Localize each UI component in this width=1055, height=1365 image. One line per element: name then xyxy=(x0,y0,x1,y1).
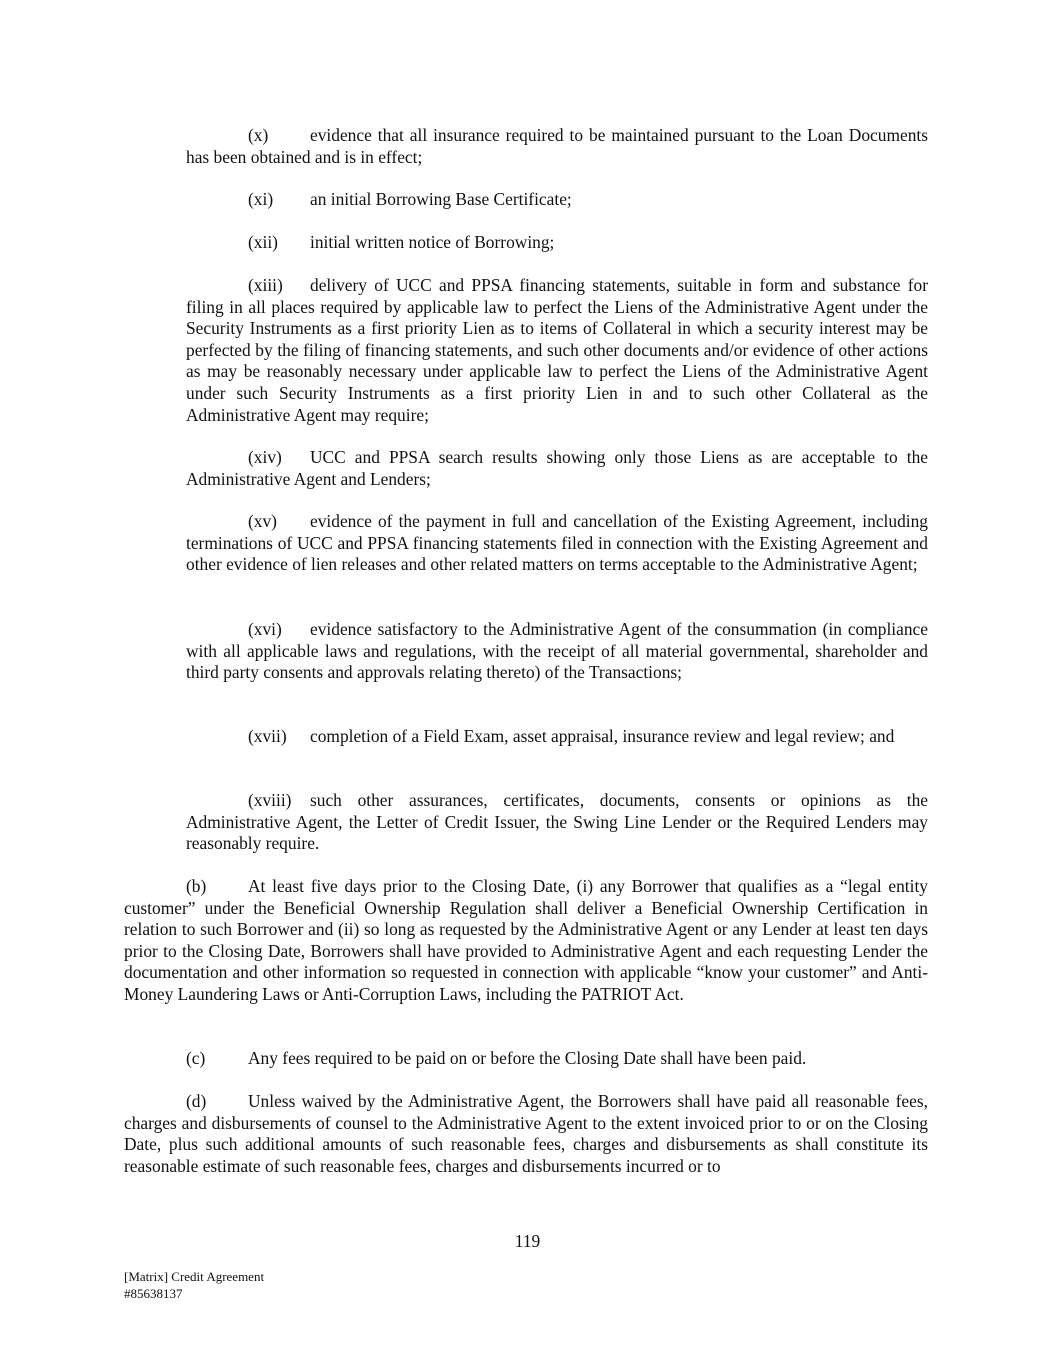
clause-text: delivery of UCC and PPSA financing statements, suitable in form and substance for filing in all places required by applicable law to perfect the Liens of the Administrative Agent under the Security Instruments as a first priority Lien as to items of Collateral in which a security interest may be perfected by the filing of financing statements, and such other documents and/or evidence of other actions as may be reasonably necessary under applicable law to perfect the Liens of the Administrative Agent under such Security Instruments as a first priority Lien in and to such other Collateral as the Administrative Agent may require; xyxy=(186,275,928,425)
clause-text: UCC and PPSA search results showing only those Liens as are acceptable to the Administrative Agent and Lenders; xyxy=(186,447,928,489)
footer-title: [Matrix] Credit Agreement xyxy=(124,1269,265,1284)
clause-number: (xiv) xyxy=(248,447,282,467)
clause-text: evidence satisfactory to the Administrative Agent of the consummation (in compliance with all applicable laws and regulations, with the receipt of all material governmental, shareholder and third party consents and approvals relating thereto) of the Transactions; xyxy=(186,619,928,683)
clause-number: (xvi) xyxy=(248,619,282,639)
clause-xvi xyxy=(186,619,928,684)
section-number: (c) xyxy=(186,1048,206,1068)
page-number: 119 xyxy=(514,1231,541,1251)
section-text: Any fees required to be paid on or before the Closing Date shall have been paid. xyxy=(248,1048,807,1068)
section-d xyxy=(124,1091,928,1177)
clause-text: an initial Borrowing Base Certificate; xyxy=(310,189,572,209)
clause-text: evidence of the payment in full and cancellation of the Existing Agreement, including terminations of UCC and PPSA financing statements filed in connection with the Existing Agreement and other evidence of lien releases and other related matters on terms acceptable to the Administrative Agent; xyxy=(186,511,928,575)
clause-number: (xvii) xyxy=(248,726,287,746)
clause-number: (xi) xyxy=(248,189,274,209)
clause-xiv xyxy=(186,447,928,490)
section-number: (d) xyxy=(186,1091,207,1111)
clause-number: (x) xyxy=(248,125,269,145)
footer xyxy=(124,1268,264,1302)
clause-xv xyxy=(186,511,928,576)
clause-number: (xviii) xyxy=(248,790,292,810)
section-text: At least five days prior to the Closing Date, (i) any Borrower that qualifies as a “legal entity customer” under the Beneficial Ownership Regulation shall deliver a Beneficial Ownership Certification in relation to such Borrower and (ii) so long as requested by the Administrative Agent or any Lender at least ten days prior to the Closing Date, Borrowers shall have provided to Administrative Agent and each requesting Lender the documentation and other information so requested in connection with applicable “know your customer” and Anti-Money Laundering Laws or Anti-Corruption Laws, including the PATRIOT Act. xyxy=(124,876,928,1004)
section-b xyxy=(124,876,928,1006)
clause-text: evidence that all insurance required to be maintained pursuant to the Loan Documents has been obtained and is in effect; xyxy=(186,125,928,167)
clause-xiii xyxy=(186,275,928,426)
clause-text: completion of a Field Exam, asset appraisal, insurance review and legal review; and xyxy=(310,726,895,746)
section-c xyxy=(124,1048,928,1070)
clause-xii xyxy=(186,232,928,254)
clause-xvii xyxy=(186,726,928,748)
clause-number: (xv) xyxy=(248,511,277,531)
clause-number: (xiii) xyxy=(248,275,283,295)
clause-x xyxy=(186,125,928,168)
footer-doc-id: #85638137 xyxy=(124,1286,183,1301)
clause-xviii xyxy=(186,790,928,855)
section-text: Unless waived by the Administrative Agent, the Borrowers shall have paid all reasonable fees, charges and disbursements of counsel to the Administrative Agent to the extent invoiced prior to or on the Closing Date, plus such additional amounts of such reasonable fees, charges and disbursements as shall constitute its reasonable estimate of such reasonable fees, charges and disbursements incurred or to xyxy=(124,1091,928,1176)
section-number: (b) xyxy=(186,876,207,896)
clause-number: (xii) xyxy=(248,232,278,252)
clause-xi xyxy=(186,189,928,211)
clause-text: such other assurances, certificates, documents, consents or opinions as the Administrative Agent, the Letter of Credit Issuer, the Swing Line Lender or the Required Lenders may reasonably require. xyxy=(186,790,928,854)
clause-text: initial written notice of Borrowing; xyxy=(310,232,555,252)
